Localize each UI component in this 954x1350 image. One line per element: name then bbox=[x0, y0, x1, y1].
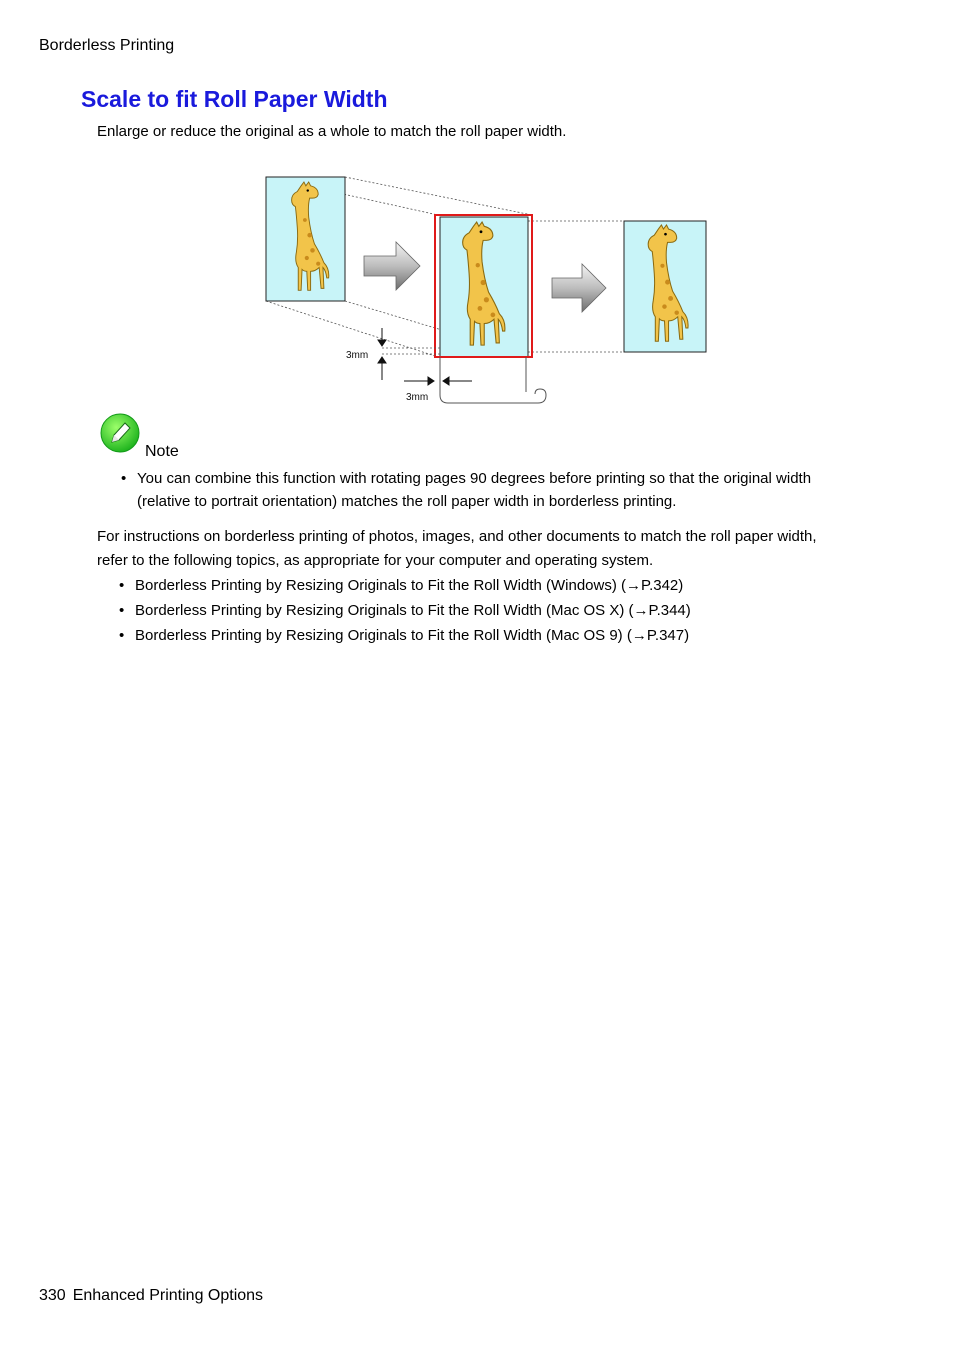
list-item bbox=[97, 598, 887, 623]
bullet: • bbox=[119, 627, 125, 644]
right-arrow-icon bbox=[552, 264, 606, 312]
scaled-image-on-roll bbox=[382, 215, 546, 403]
vertical-margin-label: 3mm bbox=[346, 350, 369, 361]
bullet: • bbox=[119, 577, 125, 594]
intro-text: Enlarge or reduce the original as a whole to match the roll paper width. bbox=[97, 123, 567, 140]
note-block bbox=[99, 418, 889, 513]
note-text-line: You can combine this function with rotating pages 90 degrees before printing so that the original width bbox=[137, 470, 812, 487]
scaling-diagram bbox=[262, 152, 708, 413]
right-arrow-icon bbox=[364, 242, 420, 290]
topic-link-mac-os-9[interactable]: Borderless Printing by Resizing Originals to Fit the Roll Width (Mac OS 9) (→P.347) bbox=[135, 627, 690, 644]
body-text-line: refer to the following topics, as appropriate for your computer and operating system. bbox=[97, 552, 654, 569]
list-item bbox=[97, 573, 887, 598]
running-header: Borderless Printing bbox=[39, 37, 175, 54]
bullet: • bbox=[121, 470, 127, 487]
pencil-note-icon bbox=[99, 413, 142, 460]
body-section bbox=[97, 525, 887, 648]
section-title: Scale to fit Roll Paper Width bbox=[81, 86, 388, 112]
bullet: • bbox=[119, 602, 125, 619]
topic-link-list bbox=[97, 573, 887, 648]
page-number: 330 bbox=[39, 1287, 66, 1304]
body-text-line: For instructions on borderless printing of photos, images, and other documents to match the roll paper width, bbox=[97, 528, 817, 545]
list-item bbox=[97, 623, 887, 648]
original-page bbox=[266, 177, 345, 301]
note-list bbox=[99, 467, 889, 513]
note-label: Note bbox=[145, 443, 179, 460]
horizontal-margin-label: 3mm bbox=[406, 392, 429, 403]
topic-link-mac-os-x[interactable]: Borderless Printing by Resizing Originals to Fit the Roll Width (Mac OS X) (→P.344) bbox=[135, 602, 691, 619]
printed-result bbox=[624, 221, 706, 352]
chapter-title: Enhanced Printing Options bbox=[72, 1287, 264, 1304]
note-header bbox=[99, 418, 889, 460]
list-item bbox=[99, 467, 889, 513]
horizontal-margin-indicator bbox=[404, 377, 472, 385]
topic-link-windows[interactable]: Borderless Printing by Resizing Originals to Fit the Roll Width (Windows) (→P.342) bbox=[135, 577, 684, 594]
note-text-line: (relative to portrait orientation) matches the roll paper width in borderless printing. bbox=[137, 493, 677, 510]
page-footer bbox=[39, 1287, 263, 1305]
